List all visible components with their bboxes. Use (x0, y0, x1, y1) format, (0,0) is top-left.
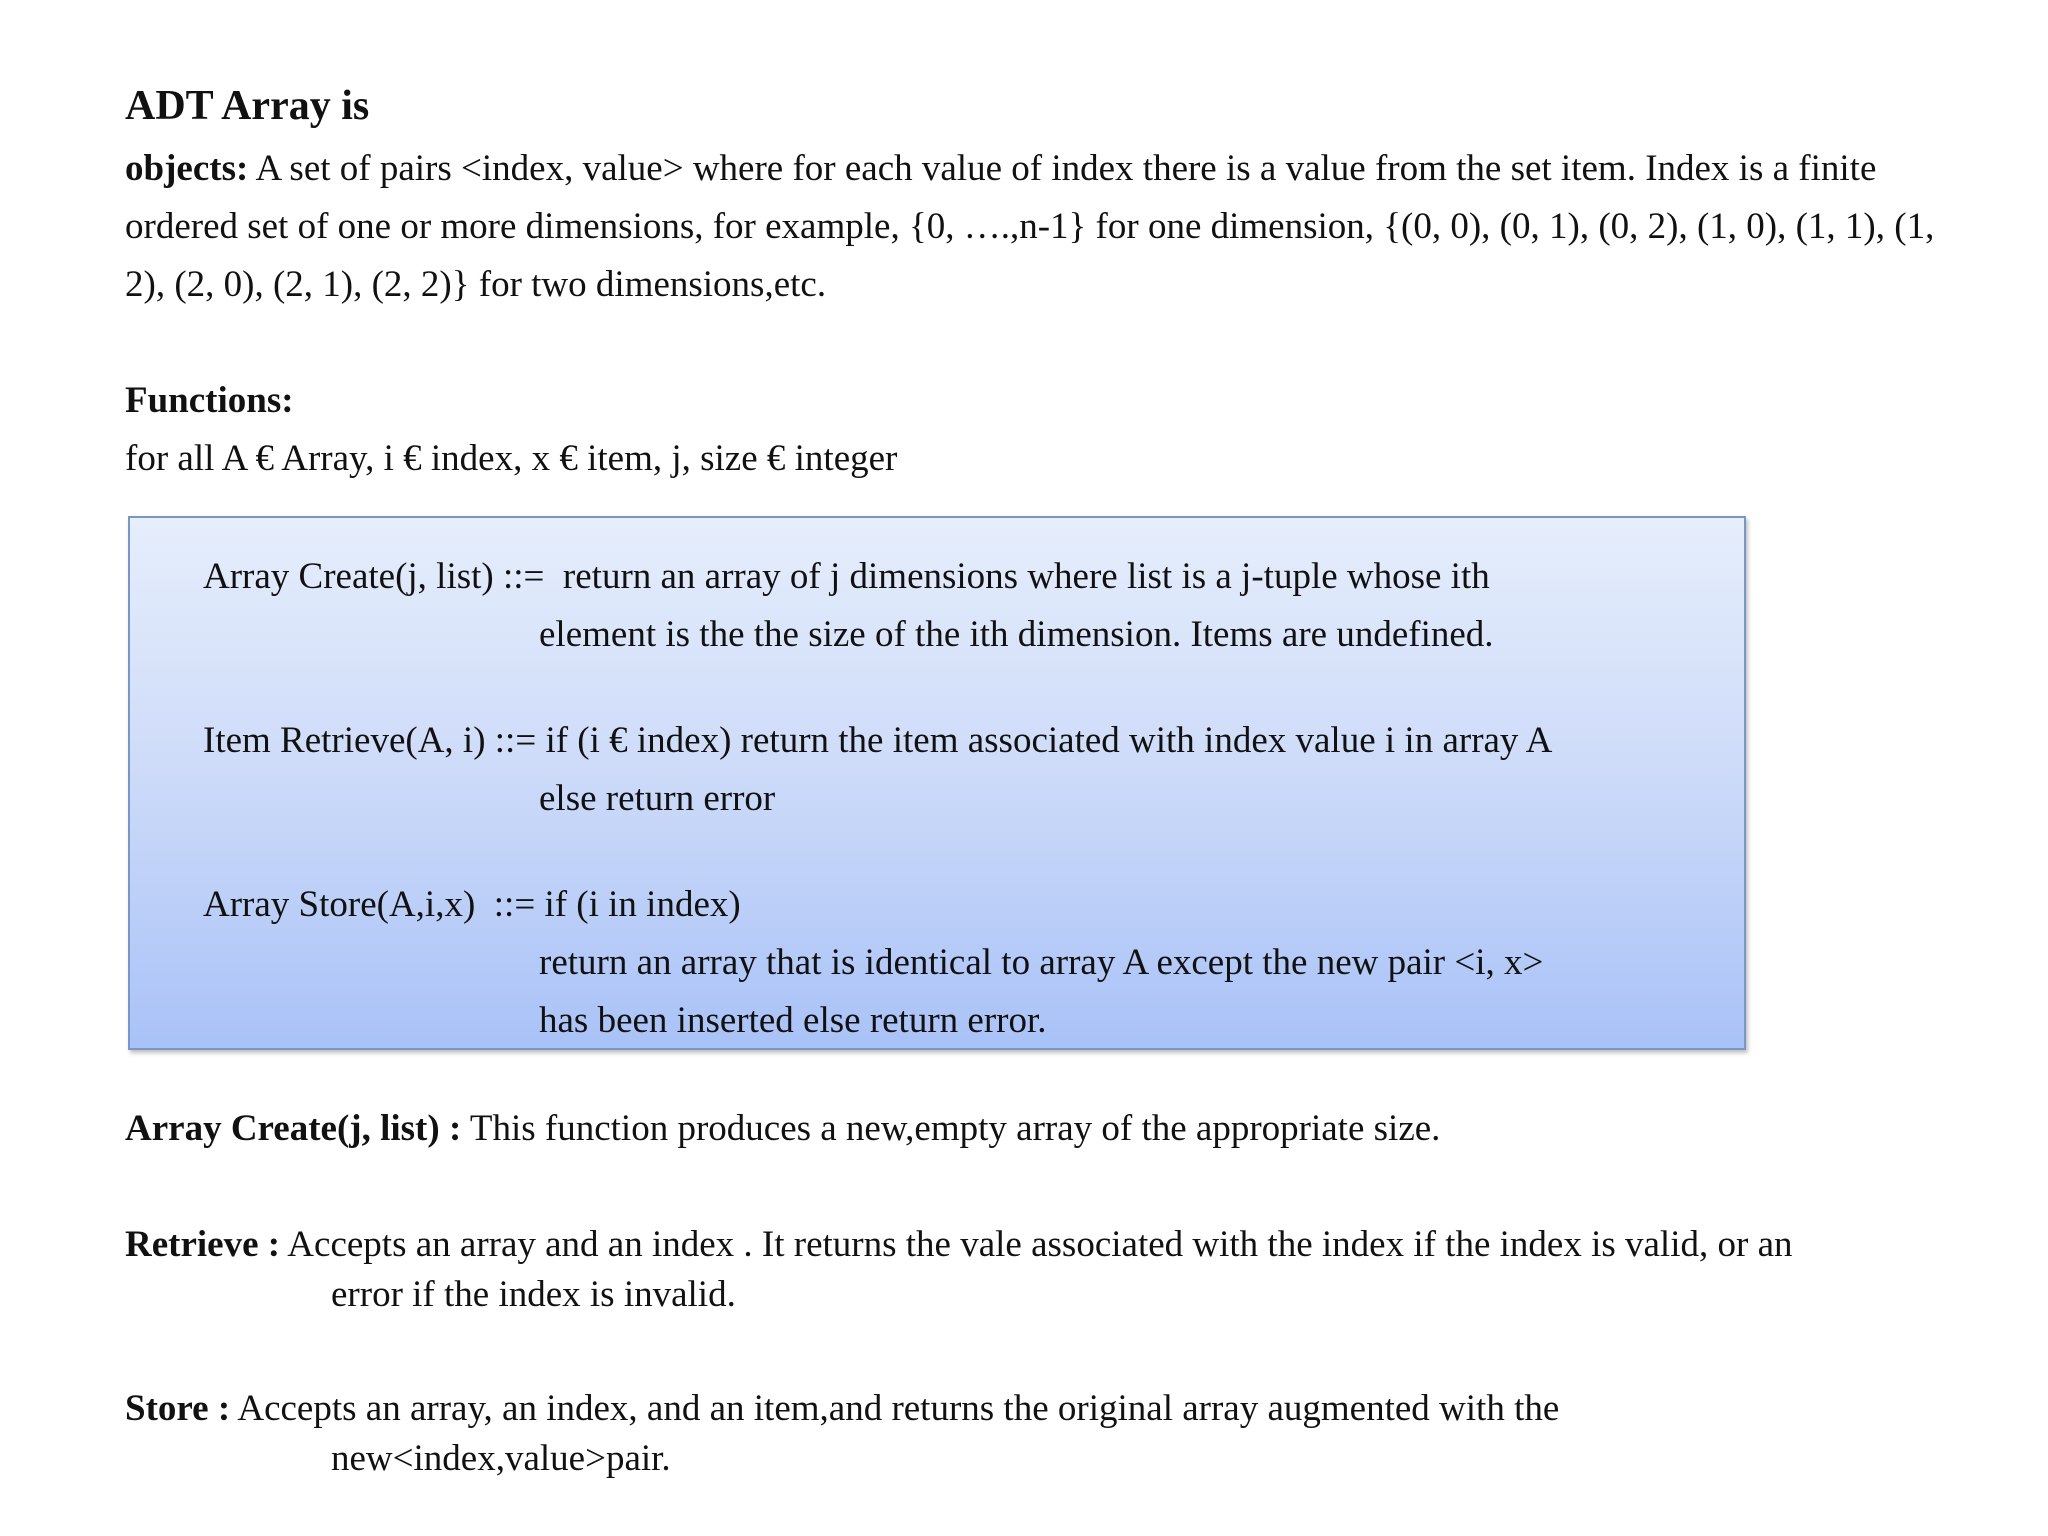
retrieve-description (125, 1220, 1945, 1320)
retrieve-definition (203, 712, 1733, 828)
function-definitions-box (128, 516, 1746, 1050)
store-description-text: Accepts an array, an index, and an item,and returns the original array augmented with the (230, 1388, 1560, 1429)
retrieve-description-text: Accepts an array and an index . It returns the vale associated with the index if the index is valid, or an (280, 1224, 1793, 1265)
retrieve-definition-line2: else return error (539, 778, 776, 819)
page-title: ADT Array is (125, 83, 370, 129)
store-description-cont: new<index,value>pair. (331, 1438, 671, 1479)
create-definition-line2: element is the the size of the ith dimension. Items are undefined. (539, 614, 1494, 655)
store-definition-line1: Array Store(A,i,x) ::= if (i in index) (203, 884, 741, 925)
store-definition-line2: return an array that is identical to array A except the new pair <i, x> (539, 942, 1544, 983)
objects-text: A set of pairs <index, value> where for each value of index there is a value from the set item. Index is a finite ordered set of one or more dimensions, for example, {0, ….,n-1} for one dimension, {(0, 0), (0, 1), (0, 2), (1, 0), (1, 1), (1, 2), (2, 0), (2, 1), (2, 2)} for two dimensions,etc. (125, 148, 1935, 305)
create-description-text: This function produces a new,empty array of the appropriate size. (461, 1108, 1441, 1149)
objects-label: objects: (125, 148, 249, 189)
create-definition (203, 548, 1733, 664)
store-definition-line3: has been inserted else return error. (539, 1000, 1047, 1041)
retrieve-description-label: Retrieve : (125, 1224, 281, 1265)
functions-heading: Functions: (125, 380, 294, 421)
create-description (125, 1104, 1945, 1154)
retrieve-description-cont: error if the index is invalid. (331, 1274, 736, 1315)
functions-quantifier: for all A € Array, i € index, x € item, j, size € integer (125, 438, 898, 479)
objects-paragraph (125, 140, 1945, 314)
store-description (125, 1384, 1945, 1484)
create-description-label: Array Create(j, list) : (125, 1108, 462, 1149)
store-definition (203, 876, 1733, 1050)
retrieve-definition-line1: Item Retrieve(A, i) ::= if (i € index) return the item associated with index value i in array A (203, 720, 1553, 761)
store-description-label: Store : (125, 1388, 231, 1429)
adt-header-section (125, 72, 1945, 488)
create-definition-line1: Array Create(j, list) ::= return an array of j dimensions where list is a j-tuple whose ith (203, 556, 1490, 597)
